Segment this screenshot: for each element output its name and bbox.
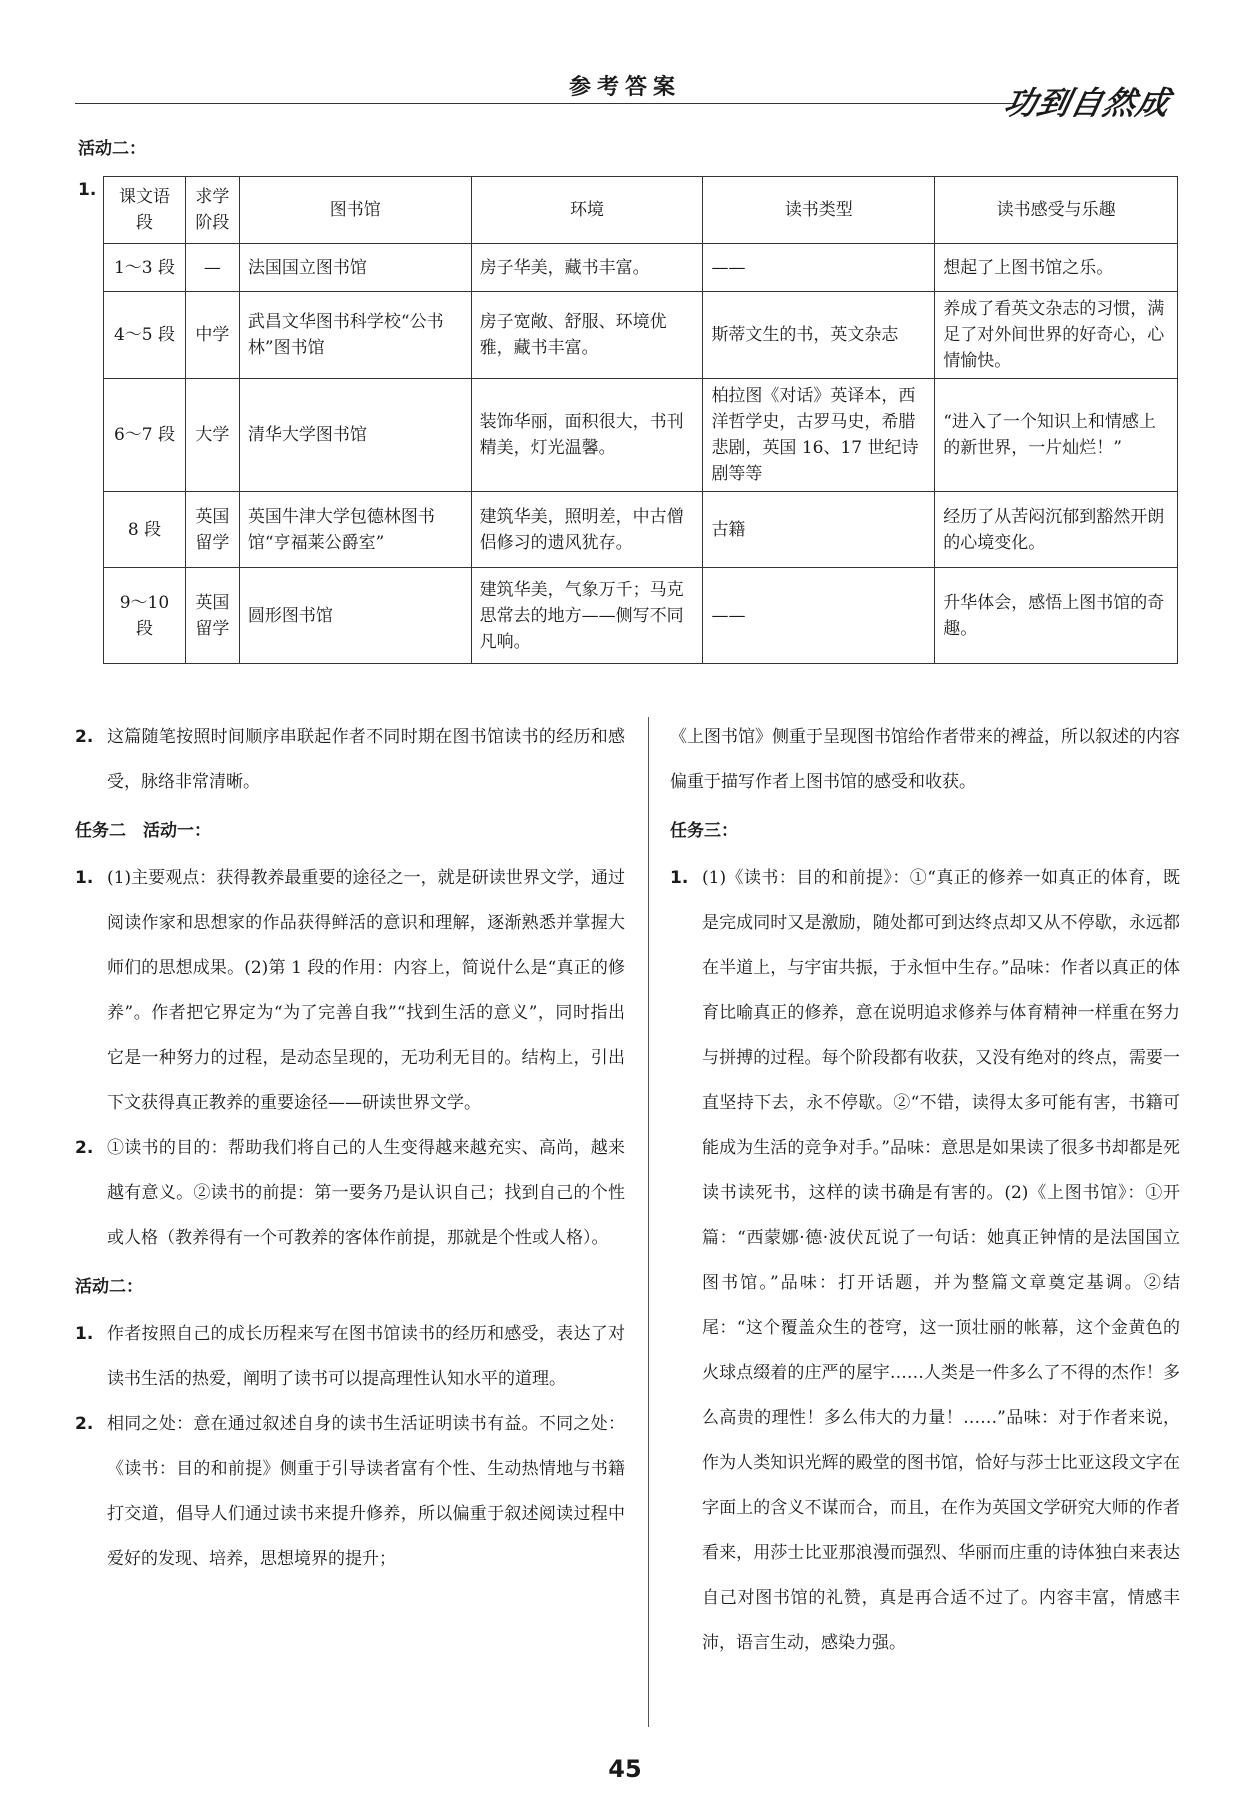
section-label-activity2: 活动二： xyxy=(78,139,146,159)
section-label-activity2: 活动二： xyxy=(75,1277,143,1297)
left-column xyxy=(75,715,625,1582)
column-divider xyxy=(648,717,649,1727)
item-number: 1. xyxy=(78,180,97,200)
table-row xyxy=(104,379,1178,492)
item-number: 2. xyxy=(75,1414,94,1434)
table-row xyxy=(104,568,1178,664)
table-cell: 英国留学 xyxy=(185,492,239,568)
header-cell: 读书感受与乐趣 xyxy=(935,177,1178,244)
list-item xyxy=(75,856,625,1126)
item-number: 1. xyxy=(670,868,689,888)
item-number: 2. xyxy=(75,727,94,747)
table-cell: — xyxy=(185,244,239,292)
table-header-row xyxy=(104,177,1178,244)
list-item xyxy=(75,1402,625,1582)
item-number: 1. xyxy=(75,868,94,888)
item-number: 1. xyxy=(75,1324,94,1344)
table-row xyxy=(104,492,1178,568)
table-cell: 清华大学图书馆 xyxy=(239,379,471,492)
continued-text: 《上图书馆》侧重于呈现图书馆给作者带来的裨益，所以叙述的内容偏重于描写作者上图书馆的感受和收获。 xyxy=(670,727,1180,792)
table-cell: 4～5 段 xyxy=(104,292,186,379)
section-label-task2: 任务二 活动一： xyxy=(75,821,211,841)
table-cell: 房子华美，藏书丰富。 xyxy=(471,244,703,292)
header-cell: 读书类型 xyxy=(703,177,935,244)
page-header-title: 参考答案 xyxy=(568,75,681,100)
item-text: ①读书的目的：帮助我们将自己的人生变得越来越充实、高尚，越来越有意义。②读书的前提：第一要务乃是认识自己；找到自己的个性或人格（教养得有一个可教养的客体作前提，那就是个性或人格）。 xyxy=(107,1138,625,1248)
table-cell: 房子宽敞、舒服、环境优雅，藏书丰富。 xyxy=(471,292,703,379)
item-number: 2. xyxy=(75,1138,94,1158)
table-cell: 中学 xyxy=(185,292,239,379)
table-cell: 武昌文华图书科学校“公书林”图书馆 xyxy=(239,292,471,379)
item-text: 作者按照自己的成长历程来写在图书馆读书的经历和感受，表达了对读书生活的热爱，阐明了读书可以提高理性认知水平的道理。 xyxy=(107,1324,625,1389)
table-cell: 古籍 xyxy=(703,492,935,568)
brand-logo: 功到自然成 xyxy=(1000,84,1174,122)
table-cell: 升华体会，感悟上图书馆的奇趣。 xyxy=(935,568,1178,664)
list-item xyxy=(75,1312,625,1402)
table-cell: “进入了一个知识上和情感上的新世界，一片灿烂！” xyxy=(935,379,1178,492)
table-cell: 8 段 xyxy=(104,492,186,568)
table-cell: —— xyxy=(703,244,935,292)
table-row xyxy=(104,292,1178,379)
header-cell: 环境 xyxy=(471,177,703,244)
item-text: (1)主要观点：获得教养最重要的途径之一，就是研读世界文学，通过阅读作家和思想家的作品获得鲜活的意识和理解，逐渐熟悉并掌握大师们的思想成果。(2)第 1 段的作用：内容上，简说什么是“真正的修养”。作者把它界定为“为了完善自我”“找到生活的意义”，同时指出它是一种努力的过程，是动态呈现的，无功利无目的。结构上，引出下文获得真正教养的重要途径——研读世界文学。 xyxy=(107,868,625,1113)
right-column xyxy=(670,715,1180,1666)
list-item xyxy=(75,715,625,805)
table-cell: 大学 xyxy=(185,379,239,492)
item-text: 这篇随笔按照时间顺序串联起作者不同时期在图书馆读书的经历和感受，脉络非常清晰。 xyxy=(107,727,625,792)
header-cell: 图书馆 xyxy=(239,177,471,244)
item-text: 相同之处：意在通过叙述自身的读书生活证明读书有益。不同之处：《读书：目的和前提》侧重于引导读者富有个性、生动热情地与书籍打交道，倡导人们通过读书来提升修养，所以偏重于叙述阅读过程中爱好的发现、培养，思想境界的提升； xyxy=(107,1414,625,1569)
table-cell: 经历了从苦闷沉郁到豁然开朗的心境变化。 xyxy=(935,492,1178,568)
table-cell: 养成了看英文杂志的习惯，满足了对外间世界的好奇心，心情愉快。 xyxy=(935,292,1178,379)
header-rule xyxy=(75,103,1015,104)
table-cell: 建筑华美，气象万千；马克思常去的地方——侧写不同凡响。 xyxy=(471,568,703,664)
table-cell: 英国牛津大学包德林图书馆“亨福莱公爵室” xyxy=(239,492,471,568)
table-cell: 斯蒂文生的书，英文杂志 xyxy=(703,292,935,379)
table-cell: 圆形图书馆 xyxy=(239,568,471,664)
table-cell: 英国留学 xyxy=(185,568,239,664)
table-row xyxy=(104,244,1178,292)
table-cell: 柏拉图《对话》英译本，西洋哲学史，古罗马史，希腊悲剧，英国 16、17 世纪诗剧等等 xyxy=(703,379,935,492)
table-cell: 法国国立图书馆 xyxy=(239,244,471,292)
list-item xyxy=(75,1126,625,1261)
table-cell: 想起了上图书馆之乐。 xyxy=(935,244,1178,292)
answer-table xyxy=(103,176,1178,664)
list-item xyxy=(670,856,1180,1666)
table-cell: 1～3 段 xyxy=(104,244,186,292)
header-cell: 课文语段 xyxy=(104,177,186,244)
header-cell: 求学阶段 xyxy=(185,177,239,244)
table-cell: 6～7 段 xyxy=(104,379,186,492)
table-cell: —— xyxy=(703,568,935,664)
item-text: (1)《读书：目的和前提》：①“真正的修养一如真正的体育，既是完成同时又是激励，随处都可到达终点却又从不停歇，永远都在半道上，与宇宙共振，于永恒中生存。”品味：作者以真正的体育比喻真正的修养，意在说明追求修养与体育精神一样重在努力与拼搏的过程。每个阶段都有收获，又没有绝对的终点，需要一直坚持下去，永不停歇。②“不错，读得太多可能有害，书籍可能成为生活的竞争对手。”品味：意思是如果读了很多书却都是死读书读死书，这样的读书确是有害的。(2)《上图书馆》：①开篇：“西蒙娜·德·波伏瓦说了一句话：她真正钟情的是法国国立图书馆。”品味：打开话题，并为整篇文章奠定基调。②结尾：“这个覆盖众生的苍穹，这一顶壮丽的帐幕，这个金黄色的火球点缀着的庄严的屋宇……人类是一件多么了不得的杰作！多么高贵的理性！多么伟大的力量！……”品味：对于作者来说，作为人类知识光辉的殿堂的图书馆，恰好与莎士比亚这段文字在字面上的含义不谋而合，而且，在作为英国文学研究大师的作者看来，用莎士比亚那浪漫而强烈、华丽而庄重的诗体独白来表达自己对图书馆的礼赞，真是再合适不过了。内容丰富，情感丰沛，语言生动，感染力强。 xyxy=(702,868,1180,1653)
table-cell: 9～10 段 xyxy=(104,568,186,664)
section-label-task3: 任务三： xyxy=(670,821,738,841)
page-number: 45 xyxy=(608,1755,642,1783)
table-cell: 装饰华丽，面积很大，书刊精美，灯光温馨。 xyxy=(471,379,703,492)
table-cell: 建筑华美，照明差，中古僧侣修习的遗风犹存。 xyxy=(471,492,703,568)
